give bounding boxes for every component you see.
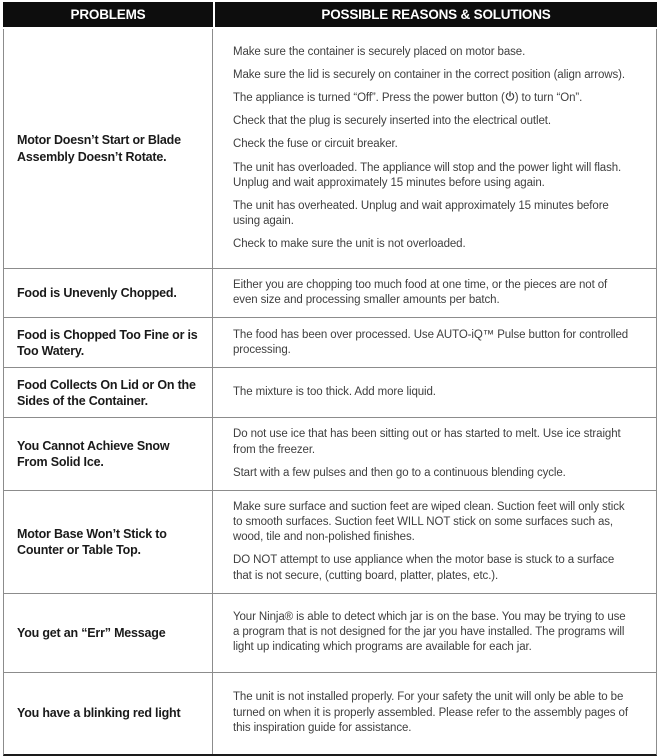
problem-label: Motor Doesn’t Start or Blade Assembly Doesn’t Rotate. bbox=[4, 29, 213, 268]
solution-text: The unit has overloaded. The appliance will stop and the power light will flash. Unplug and wait approximately 15 minutes before using again. bbox=[233, 161, 622, 189]
solution-text: Do not use ice that has been sitting out or has started to melt. Use ice straight from the freezer. bbox=[233, 428, 621, 456]
solution-text: Start with a few pulses and then go to a continuous blending cycle. bbox=[233, 466, 566, 479]
solutions-cell bbox=[213, 673, 656, 754]
solution-text-with-power-icon bbox=[233, 91, 631, 106]
problem-label: You Cannot Achieve Snow From Solid Ice. bbox=[4, 418, 213, 490]
table-row bbox=[4, 318, 656, 368]
table-body bbox=[3, 29, 657, 756]
solution-text: Check to make sure the unit is not overloaded. bbox=[233, 238, 466, 251]
header-problems: PROBLEMS bbox=[70, 7, 146, 22]
table-row bbox=[4, 418, 656, 491]
solution-text: The food has been over processed. Use AUTO-iQ™ Pulse button for controlled processing. bbox=[233, 328, 629, 356]
table-row bbox=[4, 269, 656, 318]
table-row bbox=[4, 368, 656, 418]
solution-text: Either you are chopping too much food at one time, or the pieces are not of even size and processing smaller amounts per batch. bbox=[233, 279, 608, 307]
problem-label: Food is Chopped Too Fine or is Too Watery. bbox=[4, 318, 213, 367]
solution-text: Your Ninja® is able to detect which jar is on the base. You may be trying to use a program that is not designed for the jar you have installed. The programs will light up indicating which programs are available for each jar. bbox=[233, 610, 626, 654]
power-icon bbox=[505, 91, 515, 102]
solution-text: Check that the plug is securely inserted into the electrical outlet. bbox=[233, 115, 551, 128]
problem-label: You have a blinking red light bbox=[4, 673, 213, 754]
solutions-cell bbox=[213, 418, 656, 490]
table-header bbox=[3, 2, 657, 27]
solution-text: The unit is not installed properly. For your safety the unit will only be able to be turned on when it is properly assembled. Please refer to the assembly pages of this inspiration guide for assistance. bbox=[233, 691, 628, 734]
solution-text: Make sure the lid is securely on container in the correct position (align arrows). bbox=[233, 68, 625, 81]
solution-text-pre: The appliance is turned “Off”. Press the power button ( bbox=[233, 91, 505, 104]
solutions-cell bbox=[213, 269, 656, 317]
table-row bbox=[4, 673, 656, 754]
solutions-cell bbox=[213, 491, 656, 593]
solution-text: Check the fuse or circuit breaker. bbox=[233, 138, 398, 151]
solution-text-post: ) to turn “On”. bbox=[514, 91, 583, 104]
solution-text: The mixture is too thick. Add more liquid. bbox=[233, 386, 436, 399]
solution-text: The unit has overheated. Unplug and wait approximately 15 minutes before using again. bbox=[233, 199, 609, 228]
table-row bbox=[4, 594, 656, 673]
problem-label: Food is Unevenly Chopped. bbox=[4, 269, 213, 317]
solutions-cell bbox=[213, 594, 656, 672]
table-row bbox=[4, 29, 656, 269]
solution-text: Make sure surface and suction feet are wiped clean. Suction feet will only stick to smooth surfaces. Suction feet WILL NOT stick on some surfaces such as, wood, tile and non-polished finishes. bbox=[233, 500, 625, 544]
table-row bbox=[4, 491, 656, 594]
solution-text: DO NOT attempt to use appliance when the motor base is stuck to a surface that is not secure, (cutting board, platter, plates, etc.). bbox=[233, 554, 615, 582]
solutions-cell bbox=[213, 29, 656, 268]
solutions-cell bbox=[213, 368, 656, 417]
solutions-cell bbox=[213, 318, 656, 367]
problem-label: You get an “Err” Message bbox=[4, 594, 213, 672]
problem-label: Food Collects On Lid or On the Sides of the Container. bbox=[4, 368, 213, 417]
header-solutions: POSSIBLE REASONS & SOLUTIONS bbox=[213, 2, 657, 27]
problem-label: Motor Base Won’t Stick to Counter or Table Top. bbox=[4, 491, 213, 593]
troubleshooting-table bbox=[3, 2, 657, 756]
solution-text: Make sure the container is securely placed on motor base. bbox=[233, 45, 526, 58]
